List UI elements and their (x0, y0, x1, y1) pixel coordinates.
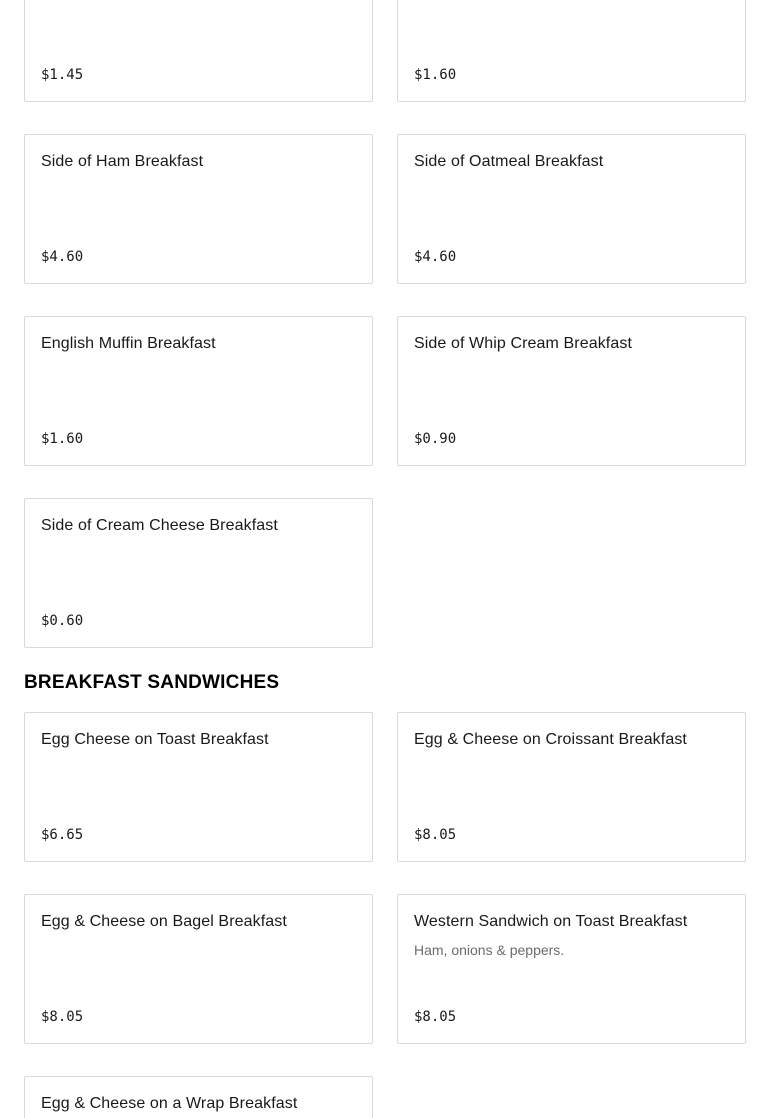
menu-item-card[interactable] (24, 134, 373, 284)
menu-item-card[interactable] (397, 316, 746, 466)
menu-item-card[interactable] (24, 712, 373, 862)
item-price: $4.60 (41, 249, 84, 265)
item-name: Side of Cream Cheese Breakfast (41, 517, 278, 534)
menu-item-card[interactable] (24, 1076, 373, 1118)
item-price: $8.05 (414, 827, 457, 843)
section-title: BREAKFAST SANDWICHES (24, 672, 280, 693)
item-price: $0.60 (41, 613, 84, 629)
menu-item-card[interactable] (24, 316, 373, 466)
menu-item-card[interactable] (24, 0, 373, 102)
menu-item-card[interactable] (397, 712, 746, 862)
item-name: Egg & Cheese on a Wrap Breakfast (41, 1095, 298, 1112)
menu-item-card[interactable] (397, 134, 746, 284)
menu-item-card[interactable] (397, 894, 746, 1044)
item-name: Egg & Cheese on Croissant Breakfast (414, 731, 687, 748)
item-price: $8.05 (414, 1009, 457, 1025)
item-name: English Muffin Breakfast (41, 335, 216, 352)
item-name: Western Sandwich on Toast Breakfast (414, 913, 688, 930)
item-price: $6.65 (41, 827, 84, 843)
item-price: $0.90 (414, 431, 457, 447)
item-name: Side of Whip Cream Breakfast (414, 335, 632, 352)
item-description: Ham, onions & peppers. (414, 942, 565, 958)
item-name: Side of Oatmeal Breakfast (414, 153, 604, 170)
item-price: $1.45 (41, 67, 84, 83)
item-name: Side of Ham Breakfast (41, 153, 204, 170)
item-name: Egg Cheese on Toast Breakfast (41, 731, 269, 748)
item-name: Egg & Cheese on Bagel Breakfast (41, 913, 287, 930)
item-price: $1.60 (41, 431, 84, 447)
item-price: $1.60 (414, 67, 457, 83)
menu-item-card[interactable] (397, 0, 746, 102)
item-price: $4.60 (414, 249, 457, 265)
item-price: $8.05 (41, 1009, 84, 1025)
menu-item-card[interactable] (24, 498, 373, 648)
menu-item-card[interactable] (24, 894, 373, 1044)
